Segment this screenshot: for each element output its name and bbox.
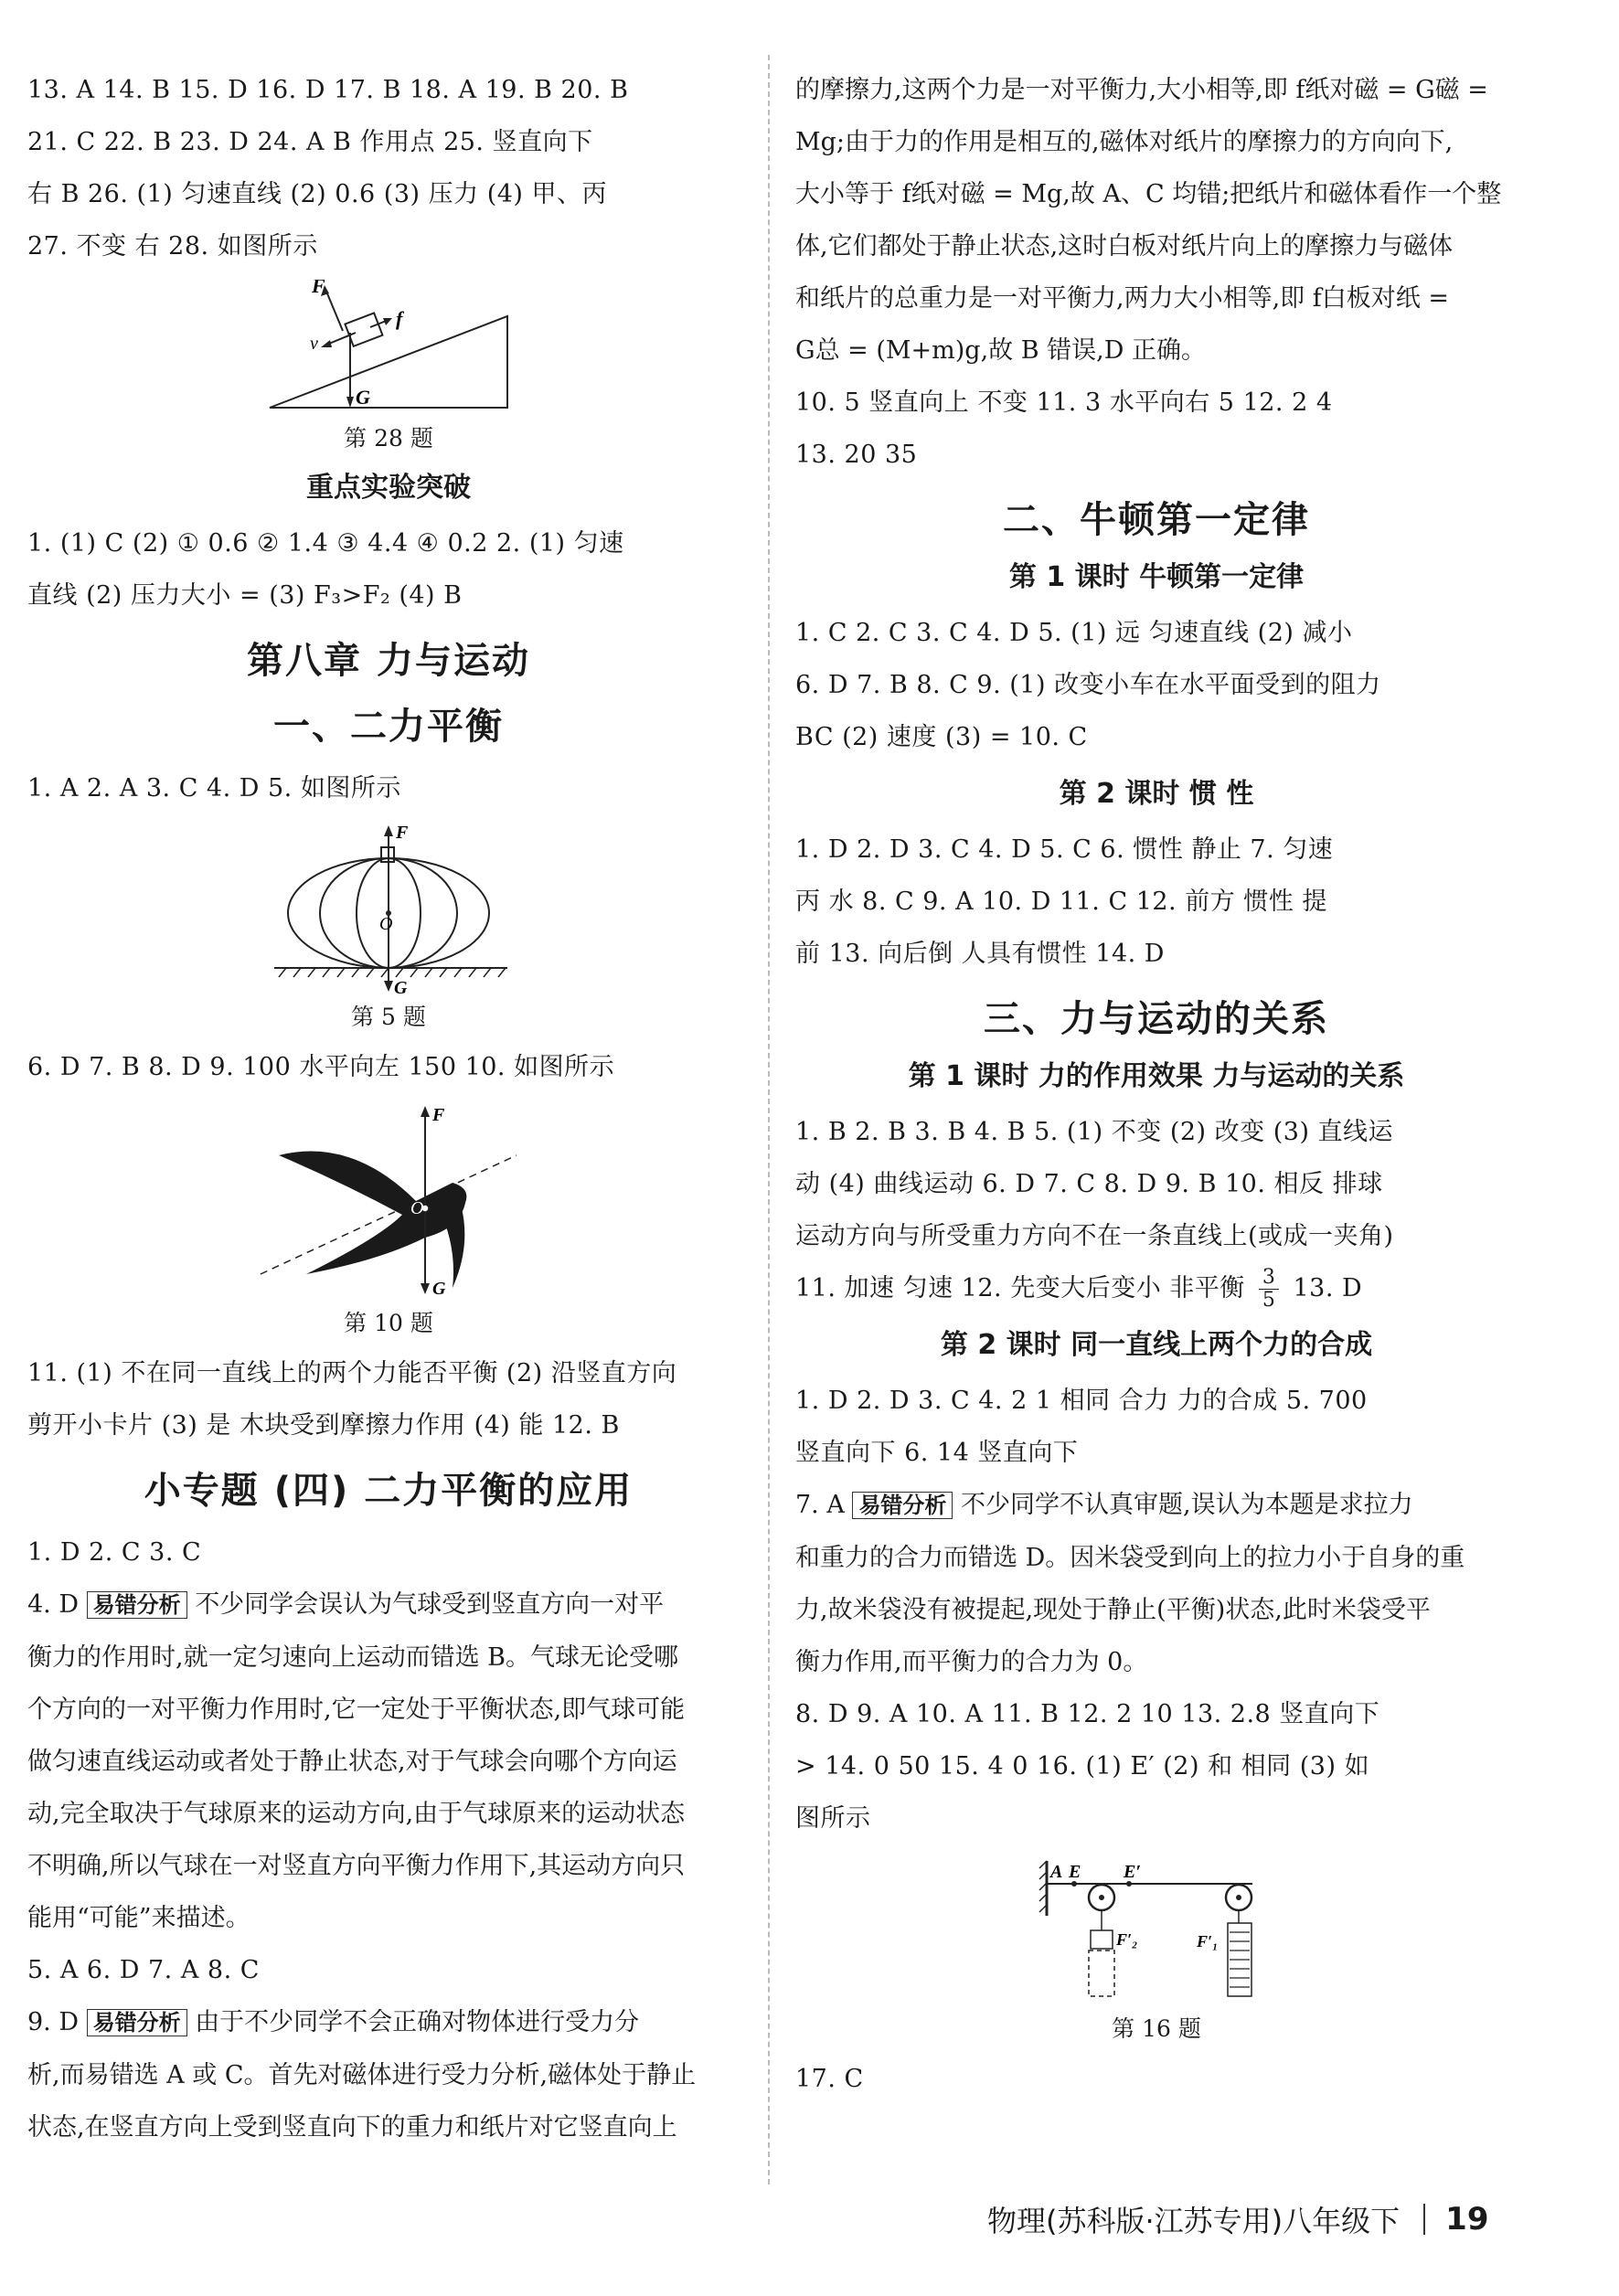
answer-line: [795, 1479, 1518, 1532]
label-v: v: [310, 334, 318, 354]
figure-caption: 第 28 题: [344, 425, 433, 452]
answer-line: 27. 不变 右 28. 如图所示: [27, 232, 318, 260]
label-F2-prime: F′₂: [1116, 1930, 1138, 1949]
lesson-title: 第 1 课时 牛顿第一定律: [1008, 561, 1305, 593]
analysis-line: 力,故米袋没有被提起,现处于静止(平衡)状态,此时米袋受平: [795, 1596, 1431, 1624]
analysis-line: G总 = (M+m)g,故 B 错误,D 正确。: [795, 336, 1206, 365]
answer-line: 竖直向下 6. 14 竖直向下: [795, 1439, 1079, 1467]
fraction-denominator: 5: [1262, 1289, 1276, 1312]
label-f: f: [396, 307, 403, 330]
column-divider: [768, 55, 770, 2184]
answer-line: 1. D 2. D 3. C 4. 2 1 相同 合力 力的合成 5. 700: [795, 1387, 1368, 1415]
figure-q28: [242, 280, 535, 417]
right-column: [795, 64, 1518, 2105]
question-number: 4. D: [27, 1590, 79, 1619]
answer-line: 11. (1) 不在同一直线上的两个力能否平衡 (2) 沿竖直方向: [27, 1359, 677, 1387]
figure-caption: 第 10 题: [344, 1310, 433, 1336]
section-title: 三、力与运动的关系: [984, 998, 1329, 1040]
answer-line: 丙 水 8. C 9. A 10. D 11. C 12. 前方 惯性 提: [795, 888, 1327, 916]
label-E: E: [1069, 1862, 1081, 1882]
lesson-title: 第 1 课时 力的作用效果 力与运动的关系: [908, 1060, 1405, 1092]
analysis-line: 状态,在竖直方向上受到竖直向下的重力和纸片对它竖直向上: [27, 2113, 677, 2142]
label-F: F: [396, 823, 409, 843]
label-O: O: [410, 1198, 424, 1218]
fraction: [1259, 1267, 1280, 1312]
answer-line: 1. (1) C (2) ① 0.6 ② 1.4 ③ 4.4 ④ 0.2 2. (1) 匀速: [27, 529, 624, 558]
topic-title: 小专题 (四) 二力平衡的应用: [144, 1470, 634, 1512]
label-E-prime: E′: [1124, 1862, 1141, 1882]
analysis-line: 衡力的作用时,就一定匀速向上运动而错选 B。气球无论受哪: [27, 1643, 679, 1672]
left-column: [27, 64, 750, 2153]
answer-line: 前 13. 向后倒 人具有惯性 14. D: [795, 940, 1165, 968]
analysis-line: 动,完全取决于气球原来的运动方向,由于气球原来的运动状态: [27, 1800, 686, 1828]
label-F1-prime: F′₁: [1197, 1932, 1219, 1951]
book-title: 物理(苏科版·江苏专用)八年级下: [987, 2204, 1401, 2238]
section-title: 二、牛顿第一定律: [1003, 499, 1310, 541]
question-number: 7. A: [795, 1491, 845, 1519]
analysis-line: 体,它们都处于静止状态,这时白板对纸片向上的摩擦力与磁体: [795, 232, 1454, 260]
label-O: O: [379, 914, 393, 934]
analysis-line: Mg;由于力的作用是相互的,磁体对纸片的摩擦力的方向向下,: [795, 128, 1454, 156]
analysis-text: 不少同学不认真审题,误认为本题是求拉力: [961, 1491, 1413, 1519]
answer-line: 13. 20 35: [795, 441, 918, 469]
analysis-line: 做匀速直线运动或者处于静止状态,对于气球会向哪个方向运: [27, 1748, 677, 1776]
answer-line: 动 (4) 曲线运动 6. D 7. C 8. D 9. B 10. 相反 排球: [795, 1170, 1383, 1198]
answer-line: 5. A 6. D 7. A 8. C: [27, 1956, 260, 1984]
answer-line: 1. D 2. D 3. C 4. D 5. C 6. 惯性 静止 7. 匀速: [795, 835, 1334, 864]
lesson-title: 第 2 课时 同一直线上两个力的合成: [940, 1329, 1373, 1361]
answer-line: 1. C 2. C 3. C 4. D 5. (1) 远 匀速直线 (2) 减小: [795, 619, 1353, 647]
lesson-title: 第 2 课时 惯 性: [1059, 778, 1254, 810]
answer-line: 17. C: [795, 2065, 864, 2093]
answer-line: [27, 1996, 750, 2049]
analysis-text: 不少同学会误认为气球受到竖直方向一对平: [195, 1590, 665, 1619]
answer-line: 6. D 7. B 8. C 9. (1) 改变小车在水平面受到的阻力: [795, 671, 1381, 699]
analysis-line: 和纸片的总重力是一对平衡力,两力大小相等,即 f白板对纸 =: [795, 284, 1449, 313]
answer-line: 10. 5 竖直向上 不变 11. 3 水平向右 5 12. 2 4: [795, 388, 1333, 417]
analysis-line: 不明确,所以气球在一对竖直方向平衡力作用下,其运动方向只: [27, 1852, 686, 1880]
footer-separator: [1423, 2204, 1425, 2235]
label-G: G: [432, 1279, 446, 1299]
analysis-text: 由于不少同学不会正确对物体进行受力分: [195, 2008, 640, 2036]
answer-line: 图所示: [795, 1804, 871, 1833]
section-title: 一、二力平衡: [273, 706, 504, 748]
figure-q16: [1010, 1852, 1303, 2007]
label-G: G: [394, 978, 408, 995]
answer-line: 直线 (2) 压力大小 = (3) F₃>F₂ (4) B: [27, 581, 463, 610]
analysis-line: 能用“可能”来描述。: [27, 1904, 250, 1932]
chapter-title: 第八章 力与运动: [247, 640, 530, 682]
label-F: F: [312, 280, 325, 297]
analysis-line: 析,而易错选 A 或 C。首先对磁体进行受力分析,磁体处于静止: [27, 2061, 697, 2089]
label-A: A: [1050, 1862, 1063, 1882]
label-G: G: [356, 386, 370, 409]
answer-text: 11. 加速 匀速 12. 先变大后变小 非平衡: [795, 1274, 1245, 1302]
error-analysis-tag: 易错分析: [87, 2009, 187, 2036]
answer-line: 剪开小卡片 (3) 是 木块受到摩擦力作用 (4) 能 12. B: [27, 1411, 620, 1440]
answer-line: BC (2) 速度 (3) = 10. C: [795, 723, 1088, 751]
answer-line: 1. A 2. A 3. C 4. D 5. 如图所示: [27, 774, 401, 803]
error-analysis-tag: 易错分析: [87, 1591, 187, 1619]
answer-line: > 14. 0 50 15. 4 0 16. (1) E′ (2) 和 相同 (3) 如: [795, 1752, 1370, 1780]
answer-line: 1. D 2. C 3. C: [27, 1538, 202, 1567]
analysis-line: 的摩擦力,这两个力是一对平衡力,大小相等,即 f纸对磁 = G磁 =: [795, 76, 1488, 104]
analysis-line: 衡力作用,而平衡力的合力为 0。: [795, 1648, 1148, 1676]
fraction-numerator: 3: [1259, 1267, 1280, 1290]
analysis-line: 个方向的一对平衡力作用时,它一定处于平衡状态,即气球可能: [27, 1695, 686, 1724]
figure-caption: 第 5 题: [351, 1004, 426, 1030]
error-analysis-tag: 易错分析: [852, 1492, 953, 1519]
answer-line: 右 B 26. (1) 匀速直线 (2) 0.6 (3) 压力 (4) 甲、丙: [27, 180, 608, 208]
analysis-line: 大小等于 f纸对磁 = Mg,故 A、C 均错;把纸片和磁体看作一个整: [795, 180, 1502, 208]
answer-line: 运动方向与所受重力方向不在一条直线上(或成一夹角): [795, 1222, 1394, 1250]
analysis-line: 和重力的合力而错选 D。因米袋受到向上的拉力小于自身的重: [795, 1544, 1465, 1572]
answer-line: 1. B 2. B 3. B 4. B 5. (1) 不变 (2) 改变 (3) 直线运: [795, 1118, 1394, 1146]
label-F: F: [432, 1105, 445, 1125]
question-number: 9. D: [27, 2008, 79, 2036]
answer-text: 13. D: [1293, 1274, 1363, 1302]
answer-line: 8. D 9. A 10. A 11. B 12. 2 10 13. 2.8 竖直向下: [795, 1700, 1380, 1728]
answer-line: 6. D 7. B 8. D 9. 100 水平向左 150 10. 如图所示: [27, 1053, 615, 1081]
figure-q10: [242, 1100, 535, 1302]
answer-line: [27, 1578, 750, 1632]
page-footer: [987, 2192, 1488, 2247]
page-number: 19: [1445, 2201, 1489, 2238]
figure-caption: 第 16 题: [1112, 2015, 1201, 2042]
answer-line: 21. C 22. B 23. D 24. A B 作用点 25. 竖直向下: [27, 128, 593, 156]
answer-line: 13. A 14. B 15. D 16. D 17. B 18. A 19. B 20. B: [27, 76, 629, 104]
section-heading: 重点实验突破: [306, 472, 471, 504]
answer-line: [795, 1262, 1518, 1314]
figure-q5: [242, 822, 535, 995]
